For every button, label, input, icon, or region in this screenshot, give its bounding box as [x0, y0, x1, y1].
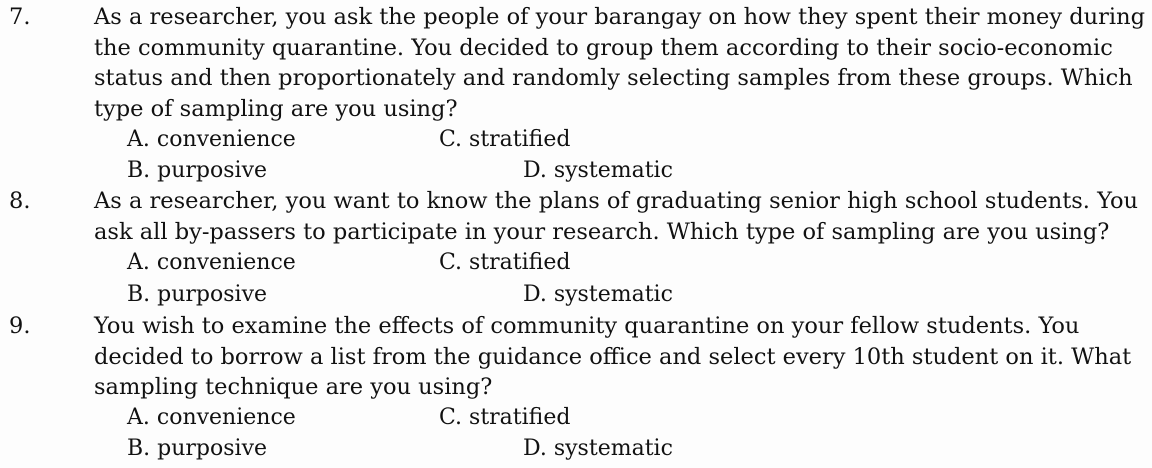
question-text-line: You wish to examine the effects of community quarantine on your fellow students. You [94, 313, 1080, 339]
choice-c[interactable]: C. stratified [439, 250, 571, 275]
question-text-line: As a researcher, you want to know the plans of graduating senior high school students. You [94, 188, 1139, 214]
question-text-line: status and then proportionately and randomly selecting samples from these groups. Which [94, 65, 1133, 91]
choice-b[interactable]: B. purposive [127, 158, 268, 183]
choice-a[interactable]: A. convenience [127, 127, 296, 152]
question-number: 8. [9, 188, 31, 214]
question-text-line: type of sampling are you using? [94, 96, 458, 122]
choice-d[interactable]: D. systematic [523, 282, 673, 307]
question-text-line: sampling technique are you using? [94, 374, 493, 400]
choice-a[interactable]: A. convenience [127, 405, 296, 430]
question-text-line: ask all by-passers to participate in your research. Which type of sampling are you using? [94, 219, 1110, 245]
question-number: 9. [9, 313, 31, 339]
question-text-line: As a researcher, you ask the people of your barangay on how they spent their money during [94, 4, 1145, 30]
question-number: 7. [9, 4, 31, 30]
choice-d[interactable]: D. systematic [523, 158, 673, 183]
choice-c[interactable]: C. stratified [439, 127, 571, 152]
choice-c[interactable]: C. stratified [439, 405, 571, 430]
choice-a[interactable]: A. convenience [127, 250, 296, 275]
question-text-line: decided to borrow a list from the guidance office and select every 10th student on it. What [94, 344, 1132, 370]
choice-b[interactable]: B. purposive [127, 282, 268, 307]
question-text-line: the community quarantine. You decided to group them according to their socio-economic [94, 35, 1113, 61]
choice-b[interactable]: B. purposive [127, 436, 268, 461]
choice-d[interactable]: D. systematic [523, 436, 673, 461]
